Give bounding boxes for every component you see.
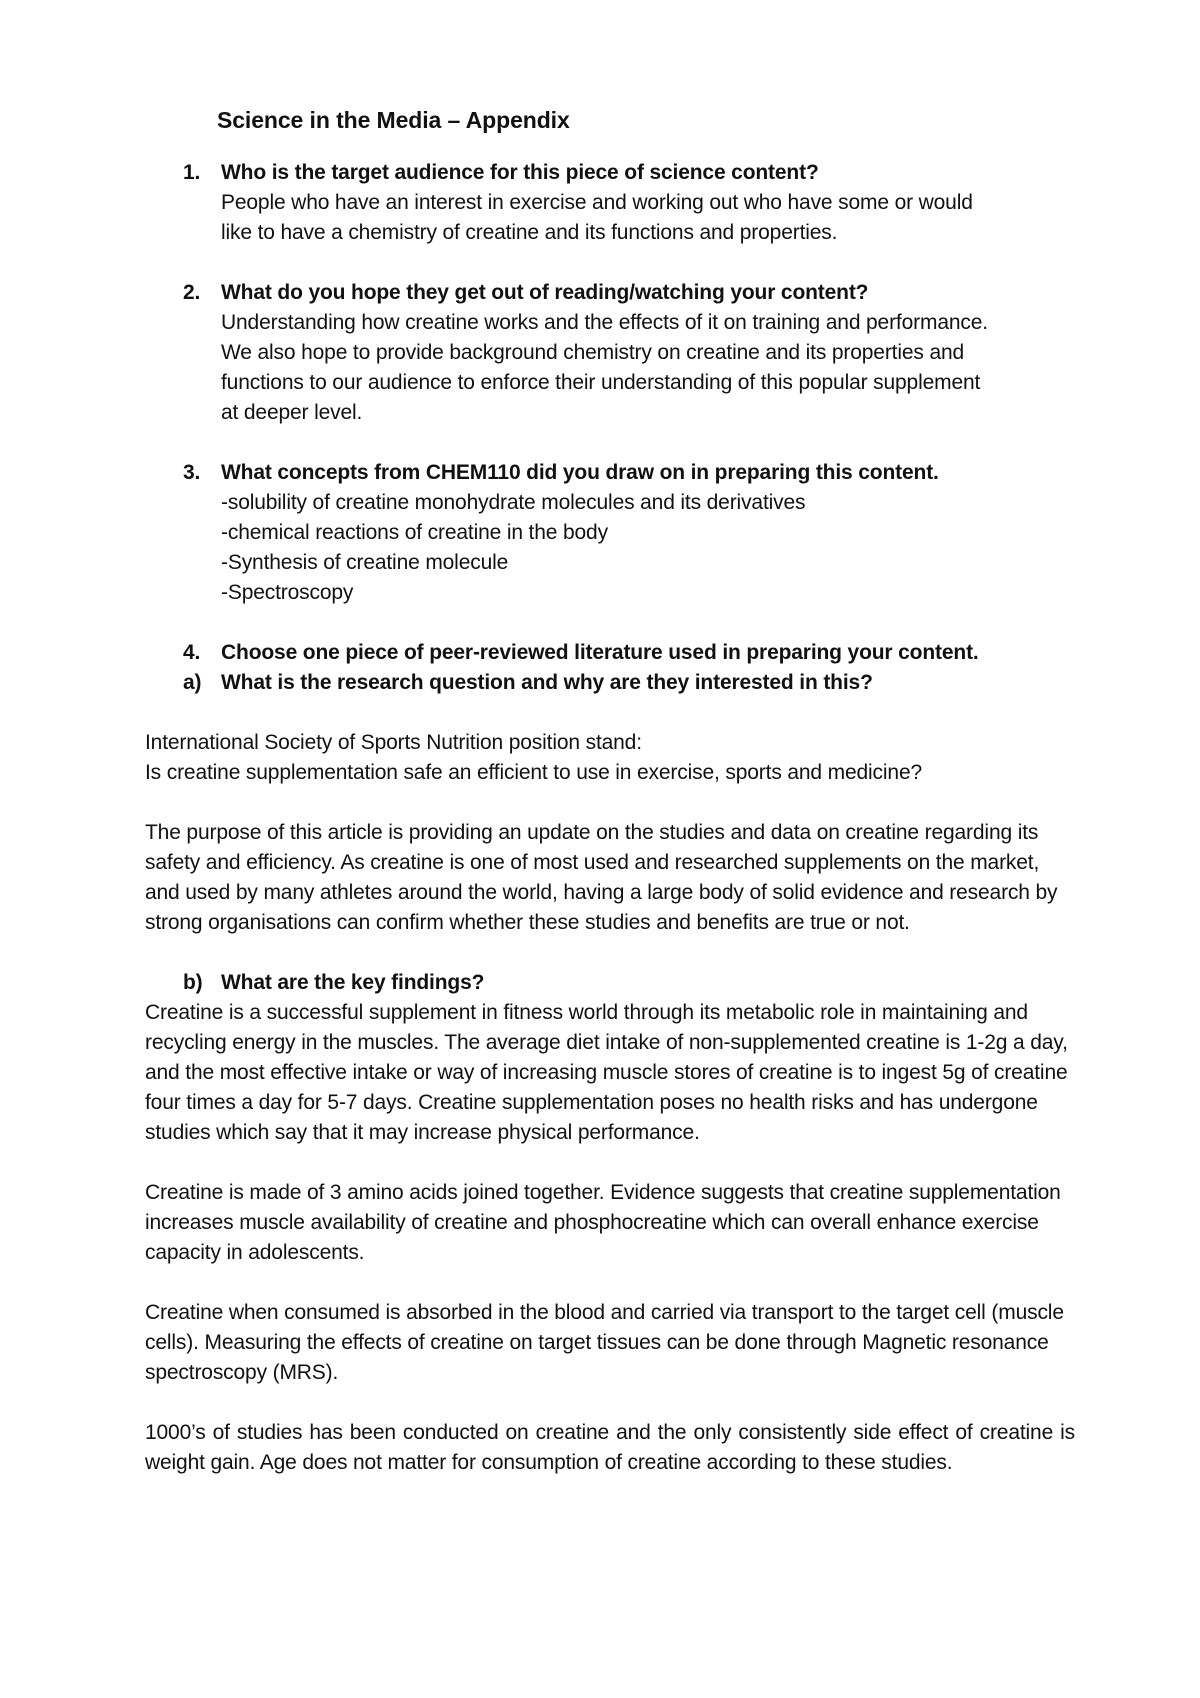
answer-line: People who have an interest in exercise and working out who have some or would [221,191,973,214]
answer-line: functions to our audience to enforce their understanding of this popular supplement [221,371,981,394]
answer-line: -chemical reactions of creatine in the body [221,521,608,544]
article-line: International Society of Sports Nutrition position stand: [145,731,642,754]
article-title [145,728,1075,788]
question-4 [145,638,1075,668]
answer-line: like to have a chemistry of creatine and its functions and properties. [221,221,838,244]
document-title: Science in the Media – Appendix [217,107,570,133]
answer-line: We also hope to provide background chemistry on creatine and its properties and [221,341,965,364]
purpose-paragraph: The purpose of this article is providing an update on the studies and data on creatine regarding its safety and efficiency. As creatine is one of most used and researched supplements on the market, and used by many athletes around the world, having a large body of solid evidence and research by strong organisations can confirm whether these studies and benefits are true or not. [145,821,1058,934]
sub-question-a [145,668,1075,698]
question-2 [145,278,1075,428]
question-number: 2. [183,281,201,304]
question-text: What concepts from CHEM110 did you draw on in preparing this content. [221,461,939,484]
answer-line: at deeper level. [221,401,363,424]
sub-question-label: b) [183,971,203,994]
sub-question-text: What are the key findings? [221,971,485,994]
article-line: Is creatine supplementation safe an efficient to use in exercise, sports and medicine? [145,761,922,784]
question-number: 3. [183,461,201,484]
answer-line: -Spectroscopy [221,581,354,604]
sub-question-b [145,968,1075,998]
question-1 [145,158,1075,248]
findings-paragraph: Creatine is made of 3 amino acids joined together. Evidence suggests that creatine supplementation increases muscle availability of creatine and phosphocreatine which can overall enhance exercise capacity in adolescents. [145,1181,1061,1264]
question-3 [145,458,1075,608]
findings-paragraph: 1000’s of studies has been conducted on creatine and the only consistently side effect of creatine is weight gain. Age does not matter for consumption of creatine according to these studies. [145,1421,1075,1474]
sub-question-text: What is the research question and why are they interested in this? [221,671,873,694]
sub-question-label: a) [183,671,202,694]
question-number: 1. [183,161,201,184]
answer-line: -solubility of creatine monohydrate molecules and its derivatives [221,491,806,514]
question-text: What do you hope they get out of reading/watching your content? [221,281,869,304]
answer-line: -Synthesis of creatine molecule [221,551,509,574]
findings-paragraph: Creatine is a successful supplement in fitness world through its metabolic role in maintaining and recycling energy in the muscles. The average diet intake of non-supplemented creatine is 1-2g a day, and the most effective intake or way of increasing muscle stores of creatine is to ingest 5g of creatine four times a day for 5-7 days. Creatine supplementation poses no health risks and has undergone studies which say that it may increase physical performance. [145,1001,1068,1144]
answer-line: Understanding how creatine works and the effects of it on training and performance. [221,311,988,334]
question-number: 4. [183,641,201,664]
question-text: Choose one piece of peer-reviewed literature used in preparing your content. [221,641,979,664]
question-text: Who is the target audience for this piece of science content? [221,161,819,184]
findings-paragraph: Creatine when consumed is absorbed in the blood and carried via transport to the target cell (muscle cells). Measuring the effects of creatine on target tissues can be done through Magnetic resonance spectroscopy (MRS). [145,1301,1064,1384]
document-body [145,104,1075,1478]
